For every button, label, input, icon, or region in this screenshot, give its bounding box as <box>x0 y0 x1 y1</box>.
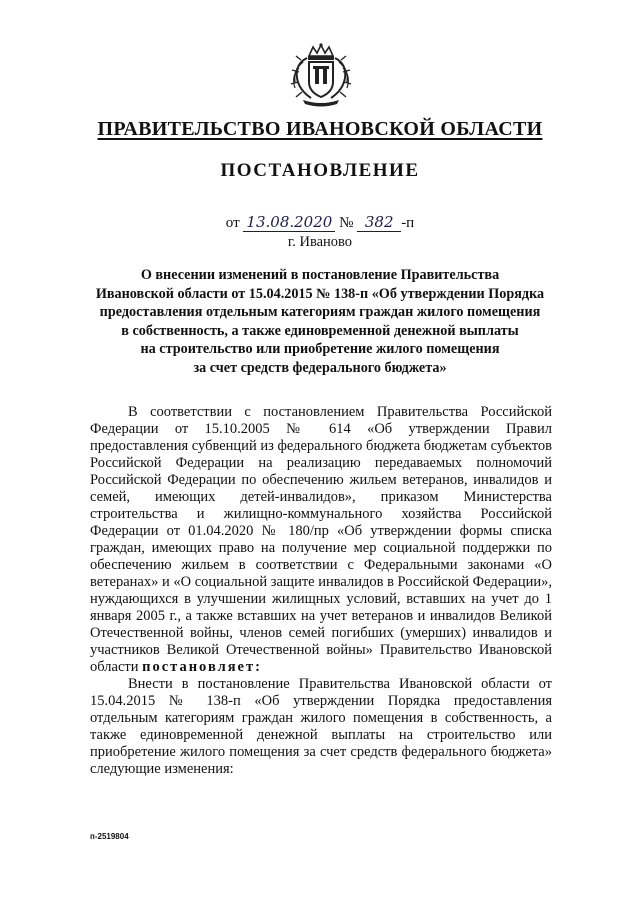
subject-line: в собственность, а также единовременной денежной выплаты <box>121 322 519 339</box>
subject-line: Ивановской области от 15.04.2015 № 138-п «Об утверждении Порядка <box>95 285 545 302</box>
date-prefix: от <box>225 215 240 231</box>
registration-line <box>0 214 640 232</box>
document-body <box>90 404 552 778</box>
city-name: г. Иваново <box>287 234 353 250</box>
subject-line: О внесении изменений в постановление Правительства <box>140 267 500 283</box>
document-type-heading: ПОСТАНОВЛЕНИЕ <box>220 160 420 181</box>
document-code: п-2519804 <box>90 832 129 841</box>
preamble-text: В соответствии с постановлением Правительства Российской Федерации от 15.10.2005 № 614 «Об утверждении Правил предоставления субвенций из федерального бюджета бюджетам субъектов Российской Федерации на реализацию передаваемых полномочий Российской Федерации по обеспечению жильем ветеранов, инвалидов и семей, имеющих детей-инвалидов», приказом Министерства строительства и жилищно-коммунального хозяйства Российской Федерации от 01.04.2020 № 180/пр «Об утверждении формы списка граждан, имеющих право на получение мер социальной поддержки по обеспечению жильем в соответствии с Федеральными законами «О ветеранах» и «О социальной защите инвалидов в Российской Федерации», нуждающихся в улучшении жилищных условий, вставших на учет до 1 января 2005 г., а также вставших на учет ветеранов и инвалидов Великой Отечественной войны, членов семей погибших (умерших) инвалидов и участников Великой Отечественной войны» Правительство Ивановской области <box>90 404 552 675</box>
amendment-paragraph: Внести в постановление Правительства Ивановской области от 15.04.2015 № 138-п «Об утверждении Порядка предоставления отдельным категориям граждан жилого помещения в собственность, а также единовременной денежной выплаты на строительство или приобретение жилого помещения за счет средств федерального бюджета» следующие изменения: <box>90 676 552 777</box>
coat-of-arms-icon <box>289 42 353 108</box>
number-sign: № <box>339 215 354 231</box>
subject-line: предоставления отдельным категориям граждан жилого помещения <box>99 304 541 320</box>
government-title: ПРАВИТЕЛЬСТВО ИВАНОВСКОЙ ОБЛАСТИ <box>97 118 543 140</box>
handwritten-date: 13.08.2020 <box>243 214 335 232</box>
handwritten-number: 382 <box>357 214 401 232</box>
subject-line: на строительство или приобретение жилого помещения <box>140 341 500 357</box>
decree-word: постановляет: <box>142 659 262 675</box>
subject-line: за счет средств федерального бюджета» <box>193 359 447 376</box>
preamble-paragraph <box>90 404 552 676</box>
number-suffix: -п <box>401 215 415 231</box>
document-subject <box>90 266 550 377</box>
